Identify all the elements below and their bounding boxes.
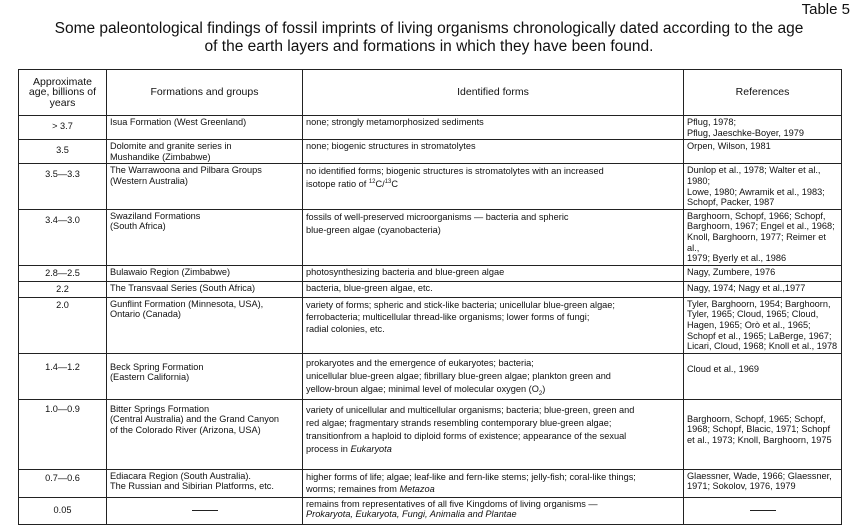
- isotope-superscript: 12: [368, 179, 376, 186]
- formation-cell: [107, 116, 303, 140]
- forms-cell: [303, 116, 684, 140]
- forms-text: unicellular blue-green algae; fibrillary blue-green algae; plankton green and: [306, 370, 611, 381]
- forms-cell: [303, 399, 684, 469]
- references-cell: [684, 116, 842, 140]
- age-cell: 1.0—0.9: [19, 399, 107, 469]
- forms-text: remains from representatives of all five Kingdoms of living organisms —: [306, 498, 598, 509]
- forms-text: none; strongly metamorphosized sediments: [306, 117, 484, 127]
- formation-text: Ediacara Region (South Australia).: [110, 470, 251, 481]
- reference-text: Tyler, 1965; Cloud, 1965; Cloud,: [687, 309, 819, 320]
- reference-text: Dunlop et al., 1978; Walter et al., 1980;: [687, 165, 821, 186]
- formation-text: (South Africa): [110, 221, 166, 232]
- forms-cell: [303, 281, 684, 297]
- reference-text: Pflug, 1978;: [687, 117, 737, 127]
- forms-text: C: [391, 179, 399, 190]
- formation-text: (Eastern California): [110, 372, 190, 383]
- oxygen-subscript: 2: [538, 390, 543, 397]
- table-row: [19, 209, 842, 265]
- formation-cell: [107, 140, 303, 164]
- formation-text: The Russian and Sibirian Platforms, etc.: [110, 481, 274, 492]
- forms-text: isotope ratio of: [306, 179, 369, 190]
- reference-text: Schopf, Packer, 1987: [687, 197, 775, 208]
- forms-text: variety of forms; spheric and stick-like bacteria; unicellular blue-green algae;: [306, 299, 615, 310]
- header-row: [19, 70, 842, 116]
- title-line-1: Some paleontological findings of fossil imprints of living organisms chronologically dated according to the age: [54, 20, 804, 37]
- header-forms: Identified forms: [303, 70, 684, 116]
- references-cell: [684, 399, 842, 469]
- formation-text: Ontario (Canada): [110, 309, 181, 320]
- forms-text: fossils of well-preserved microorganisms — bacteria and spheric: [306, 211, 569, 222]
- formation-cell: [107, 265, 303, 281]
- forms-text: blue-green algae (cyanobacteria): [306, 224, 441, 235]
- forms-text: ferrobacteria; multicellular thread-like organisms; lower forms of fungi;: [306, 311, 590, 322]
- reference-text: Orpen, Wilson, 1981: [687, 141, 771, 152]
- table-title: [0, 20, 858, 56]
- formation-text: of the Colorado River (Arizona, USA): [110, 424, 261, 435]
- forms-cell: [303, 209, 684, 265]
- forms-text: photosynthesizing bacteria and blue-green algae: [306, 266, 505, 277]
- table-label: Table 5: [801, 1, 850, 18]
- reference-text: Schopf et al., 1965; LaBerge, 1967;: [687, 330, 832, 341]
- empty-dash: [750, 510, 776, 511]
- reference-text: Nagy, Zumbere, 1976: [687, 266, 776, 277]
- formation-text: Mushandike (Zimbabwe): [110, 151, 211, 162]
- reference-text: Hagen, 1965; Orò et al., 1965;: [687, 319, 811, 330]
- forms-cell: [303, 497, 684, 524]
- formation-cell: [107, 399, 303, 469]
- forms-text: none; biogenic structures in stromatolytes: [306, 141, 476, 152]
- formation-text: Bitter Springs Formation: [110, 403, 210, 414]
- formation-cell: [107, 497, 303, 524]
- forms-text: higher forms of life; algae; leaf-like and fern-like stems; jelly-fish; coral-like things;: [306, 471, 636, 482]
- formation-text: The Warrawoona and Pilbara Groups: [110, 165, 262, 176]
- formation-cell: [107, 469, 303, 497]
- reference-text: Pflug, Jaeschke-Boyer, 1979: [687, 127, 804, 138]
- references-cell: [684, 265, 842, 281]
- table-row: [19, 497, 842, 524]
- header-age: Approximate age, billions of years: [19, 70, 107, 116]
- references-cell: [684, 297, 842, 353]
- empty-dash: [192, 510, 218, 511]
- forms-text: C/: [375, 179, 385, 190]
- table-row: [19, 265, 842, 281]
- forms-cell: [303, 164, 684, 209]
- formation-cell: [107, 297, 303, 353]
- forms-text: prokaryotes and the emergence of eukaryotes; bacteria;: [306, 357, 534, 368]
- reference-text: Nagy, 1974; Nagy et al.,1977: [687, 282, 806, 293]
- reference-text: Barghoorn, 1967; Engel et al., 1968;: [687, 221, 835, 232]
- forms-text: transitionfrom a haploid to diploid forms of existence; appearance of the sexual: [306, 430, 627, 441]
- forms-italic-text: Metazoa: [399, 483, 435, 494]
- table-row: [19, 116, 842, 140]
- age-cell: 2.0: [19, 297, 107, 353]
- table-row: [19, 281, 842, 297]
- formation-text: Gunflint Formation (Minnesota, USA),: [110, 298, 264, 309]
- forms-text: yellow-broun algae; minimal level of molecular oxygen (O: [306, 383, 539, 394]
- formation-text: (Central Australia) and the Grand Canyon: [110, 414, 280, 425]
- age-cell: 2.2: [19, 281, 107, 297]
- reference-text: Barghoorn, Schopf, 1965; Schopf,: [687, 413, 826, 424]
- reference-text: 1971; Sokolov, 1976, 1979: [687, 481, 796, 492]
- forms-text: variety of unicellular and multicellular organisms; bacteria; blue-green, green and: [306, 404, 635, 415]
- age-cell: 0.7—0.6: [19, 469, 107, 497]
- age-cell: 3.4—3.0: [19, 209, 107, 265]
- references-cell: [684, 469, 842, 497]
- forms-cell: [303, 469, 684, 497]
- age-cell: 3.5: [19, 140, 107, 164]
- forms-text: bacteria, blue-green algae, etc.: [306, 282, 433, 293]
- age-cell: > 3.7: [19, 116, 107, 140]
- reference-text: 1968; Schopf, Blacic, 1971; Schopf: [687, 424, 831, 435]
- age-cell: 3.5—3.3: [19, 164, 107, 209]
- formation-text: Beck Spring Formation: [110, 361, 204, 372]
- reference-text: Tyler, Barghoorn, 1954; Barghoorn,: [687, 298, 831, 309]
- forms-italic-text: Prokaryota, Eukaryota, Fungi, Animalia and Plantae: [306, 509, 517, 520]
- forms-text: ): [542, 383, 546, 394]
- references-cell: [684, 140, 842, 164]
- references-cell: [684, 497, 842, 524]
- references-cell: [684, 209, 842, 265]
- reference-text: et al., 1973; Knoll, Barghoorn, 1975: [687, 434, 832, 445]
- age-cell: 2.8—2.5: [19, 265, 107, 281]
- reference-text: Lowe, 1980; Awramik et al., 1983;: [687, 186, 825, 197]
- table-row: [19, 164, 842, 209]
- reference-text: Cloud et al., 1969: [687, 363, 760, 374]
- forms-text: radial colonies, etc.: [306, 323, 385, 334]
- forms-cell: [303, 353, 684, 399]
- forms-cell: [303, 297, 684, 353]
- forms-text: worms; remaines from: [306, 483, 400, 494]
- isotope-superscript: 13: [384, 179, 392, 186]
- formation-text: Bulawaio Region (Zimbabwe): [110, 266, 231, 277]
- forms-text: process in: [306, 443, 351, 454]
- formation-text: (Western Australia): [110, 175, 188, 186]
- forms-text: red algae; fragmentary strands resembling contemporary blue-green algae;: [306, 417, 612, 428]
- formation-cell: [107, 209, 303, 265]
- title-line-2: of the earth layers and formations in which they have been found.: [204, 38, 654, 55]
- formation-cell: [107, 353, 303, 399]
- reference-text: Barghoorn, Schopf, 1966; Schopf,: [687, 210, 826, 221]
- reference-text: Knoll, Barghoorn, 1977; Reimer et al.,: [687, 231, 826, 253]
- formation-cell: [107, 164, 303, 209]
- age-cell: 0.05: [19, 497, 107, 524]
- forms-cell: [303, 140, 684, 164]
- references-cell: [684, 281, 842, 297]
- fossil-findings-table: [18, 69, 842, 525]
- formation-text: Swaziland Formations: [110, 210, 201, 221]
- formation-text: The Transvaal Series (South Africa): [110, 282, 256, 293]
- forms-italic-text: Eukaryota: [350, 443, 392, 454]
- reference-text: Glaessner, Wade, 1966; Glaessner,: [687, 470, 832, 481]
- header-formations: Formations and groups: [107, 70, 303, 116]
- table-row: [19, 399, 842, 469]
- table-row: [19, 297, 842, 353]
- table-row: [19, 353, 842, 399]
- formation-text: Isua Formation (West Greenland): [110, 117, 247, 127]
- reference-text: Licari, Cloud, 1968; Knoll et al., 1978: [687, 341, 838, 352]
- age-cell: 1.4—1.2: [19, 353, 107, 399]
- formation-cell: [107, 281, 303, 297]
- table-row: [19, 140, 842, 164]
- reference-text: 1979; Byerly et al., 1986: [687, 253, 787, 264]
- references-cell: [684, 353, 842, 399]
- header-references: References: [684, 70, 842, 116]
- formation-text: Dolomite and granite series in: [110, 141, 232, 152]
- forms-cell: [303, 265, 684, 281]
- references-cell: [684, 164, 842, 209]
- forms-text: no identified forms; biogenic structures is stromatolytes with an increased: [306, 166, 604, 177]
- table-row: [19, 469, 842, 497]
